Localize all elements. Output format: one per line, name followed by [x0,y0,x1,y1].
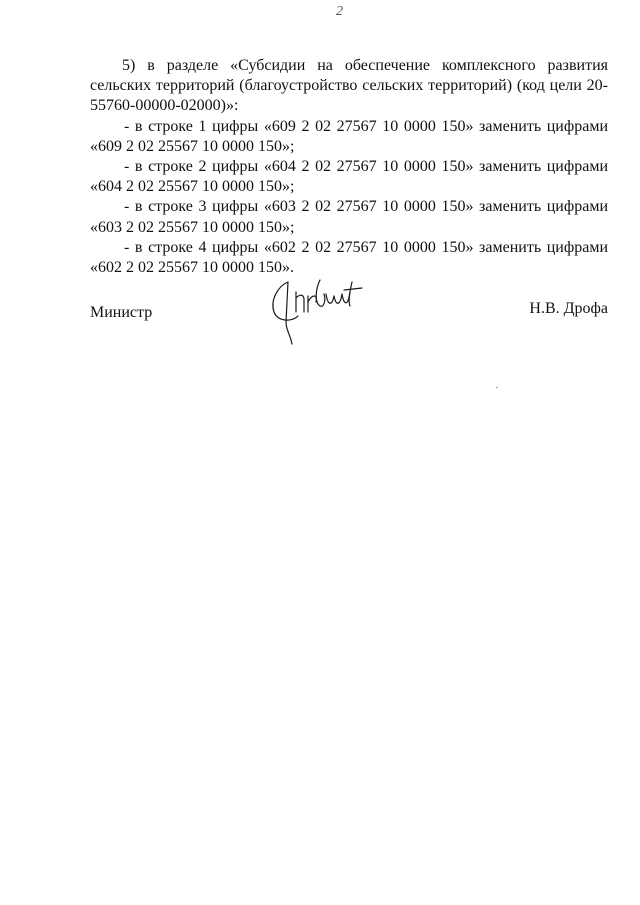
handwritten-signature [266,272,366,352]
amendment-line-4: - в строке 4 цифры «602 2 02 27567 10 0000 150» заменить цифрами «602 2 02 25567 10 0000 150». [90,238,608,277]
scan-speck [496,387,498,388]
signatory-name: Н.В. Дрофа [529,300,608,317]
document-body [90,56,608,278]
signatory-position: Министр [90,304,153,321]
amendment-line-3: - в строке 3 цифры «603 2 02 27567 10 0000 150» заменить цифрами «603 2 02 25567 10 0000 150»; [90,198,608,236]
page-number: 2 [336,4,343,19]
section-heading-paragraph: 5) в разделе «Субсидии на обеспечение комплексного развития сельских территорий (благоустройство сельских территорий) (код цели 20-55760-00000-02000)»: [90,57,608,115]
signature-block [90,298,608,358]
amendment-line-2: - в строке 2 цифры «604 2 02 27567 10 0000 150» заменить цифрами «604 2 02 25567 10 0000 150»; [90,158,608,196]
amendment-line-1: - в строке 1 цифры «609 2 02 27567 10 0000 150» заменить цифрами «609 2 02 25567 10 0000 150»; [90,117,608,155]
